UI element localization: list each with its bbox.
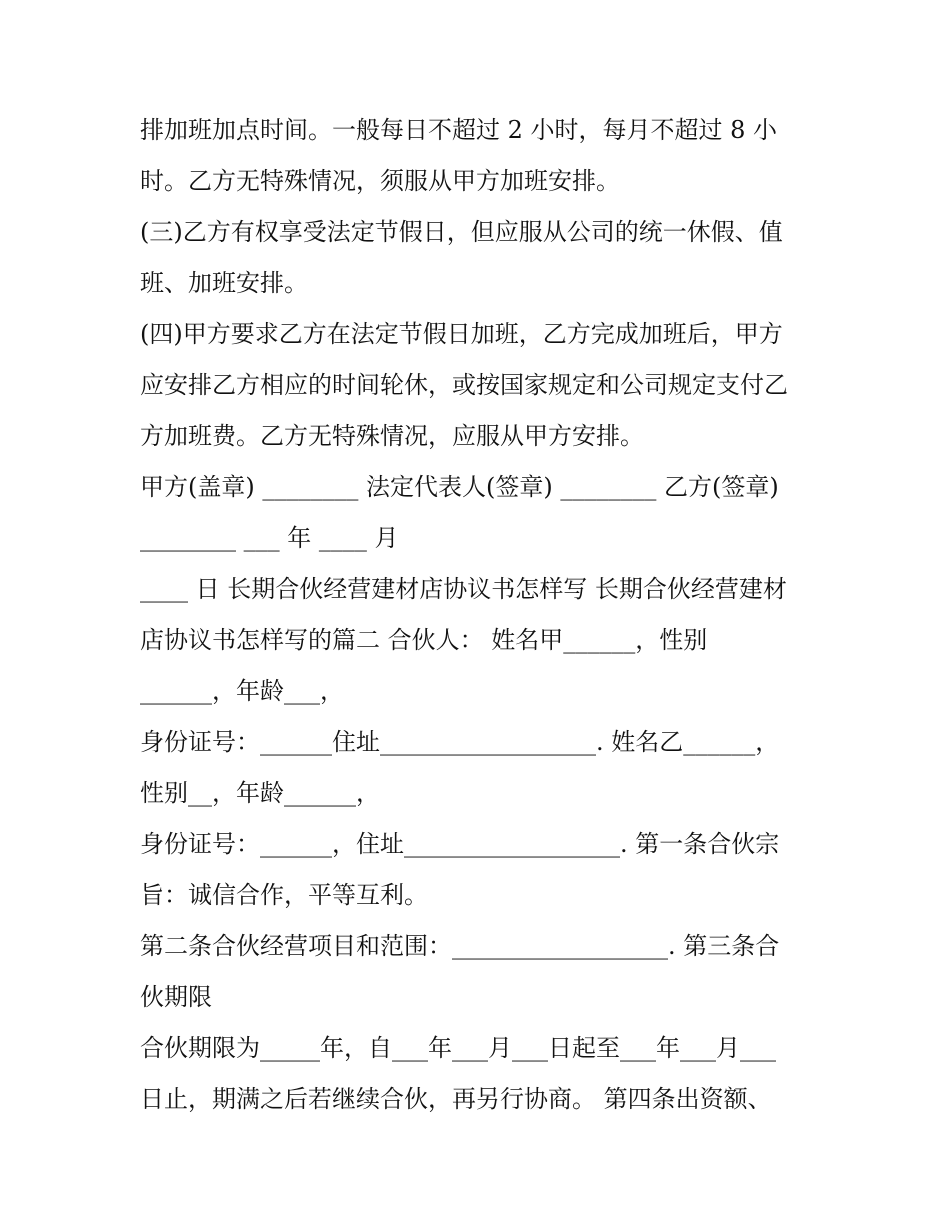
text-line: 应安排乙方相应的时间轮休，或按国家规定和公司规定支付乙 — [140, 371, 788, 399]
text-line: 方加班费。乙方无特殊情况，应服从甲方安排。 — [140, 422, 644, 450]
text-line: (三)乙方有权享受法定节假日，但应服从公司的统一休假、值 — [140, 218, 783, 246]
signature-line: 甲方(盖章) ________ 法定代表人(签章) ________ 乙方(签章) — [140, 473, 779, 501]
text-line: ____ 日 长期合伙经营建材店协议书怎样写 长期合伙经营建材 — [140, 575, 787, 603]
text-line: 班、加班安排。 — [140, 269, 308, 297]
document-body — [140, 105, 820, 1125]
text-line: (四)甲方要求乙方在法定节假日加班，乙方完成加班后，甲方 — [140, 320, 783, 348]
text-line: 第二条合伙经营项目和范围：__________________. 第三条合 — [140, 932, 780, 960]
text-line: 合伙期限为_____年，自___年___月___日起至___年___月___ — [140, 1034, 776, 1062]
text-line: 性别__，年龄______， — [140, 779, 380, 807]
text-line: 日止，期满之后若继续合伙，再另行协商。 第四条出资额、 — [140, 1085, 772, 1113]
date-line: ________ ___ 年 ____ 月 — [140, 524, 399, 552]
text-line: 旨：诚信合作，平等互利。 — [140, 881, 428, 909]
text-line: 伙期限 — [140, 983, 212, 1011]
text-line: 身份证号：______，住址__________________. 第一条合伙宗 — [140, 830, 780, 858]
text-line: 时。乙方无特殊情况，须服从甲方加班安排。 — [140, 167, 620, 195]
text-line: ______，年龄___， — [140, 677, 344, 705]
text-line: 店协议书怎样写的篇二 合伙人： 姓名甲______，性别 — [140, 626, 708, 654]
text-line: 身份证号：______住址__________________. 姓名乙______， — [140, 728, 780, 756]
text-line: 排加班加点时间。一般每日不超过 2 小时，每月不超过 8 小 — [140, 116, 778, 144]
